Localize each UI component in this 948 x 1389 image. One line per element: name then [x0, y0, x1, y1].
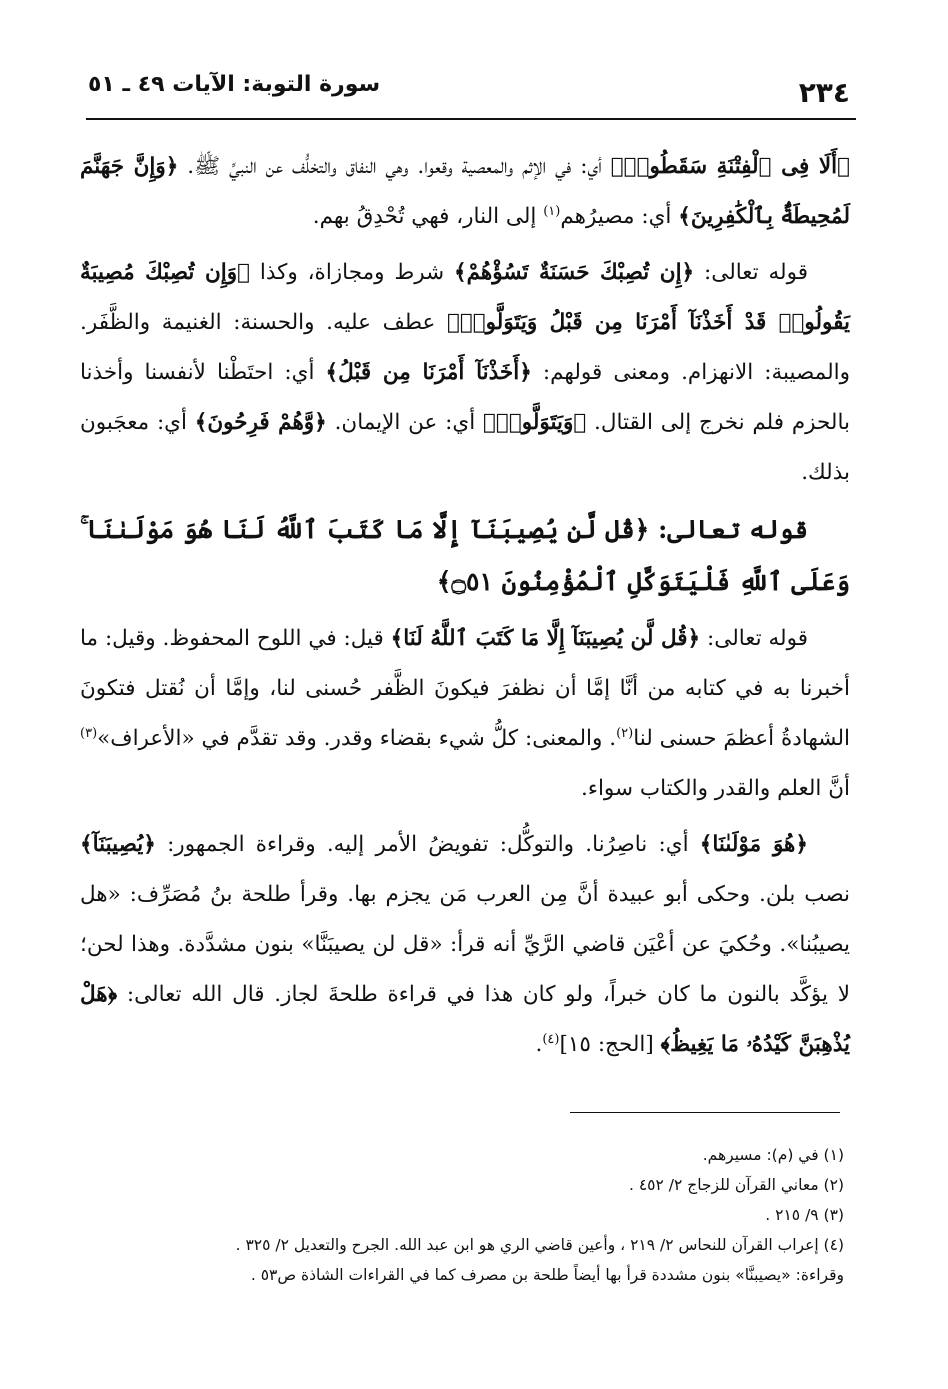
quran-quote: ﴿وَإِنَّ جَهَنَّمَ لَمُحِيطَةٌۢ بِٱلْكَٰفِرِينَ﴾ — [80, 154, 850, 229]
quran-quote: ﴿هَلْ يُذْهِبَنَّ كَيْدُهُۥ مَا يَغِيظُ﴾ — [80, 982, 850, 1057]
footnote-3: (٣) ٩/ ٢١٥ . — [765, 1206, 844, 1224]
footnote-4: (٤) إعراب القرآن للنحاس ٢/ ٢١٩ ، وأعين قاضي الري هو ابن عبد الله. الجرح والتعديل ٢/ ٣٢٥ . — [235, 1236, 844, 1254]
verse-heading — [80, 504, 850, 608]
paragraph-text: . والمعنى: كلُّ شيء بقضاء وقدر. وقد تقدَّم في «الأعراف» — [97, 726, 617, 751]
quran-quote: ﴿يُصِيبَنَآ﴾ — [80, 832, 156, 857]
paragraph-3 — [80, 614, 850, 814]
paragraph-text: نصب بلن. وحكى أبو عبيدة أنَّ مِن العرب مَن يجزم بها. وقرأ طلحة بنُ مُصَرِّف: «هل يصيبُنا». وحُكيَ عن أعْيَن قاضي الرَّيِّ أنه قرأ: «قل لن يصيبَنَّا» بنون مشدَّدة. وهذا لحن؛ لا يؤكَّد بالنون ما كان خبراً، ولو كان هذا في قراءة طلحةَ لجاز. قال الله تعالى: — [80, 882, 850, 1007]
quran-quote: ﴿وَّهُمْ فَرِحُونَ﴾ — [194, 410, 327, 435]
footnote-ref: (٣) — [80, 725, 98, 741]
footnote-1: (١) في (م): مسيرهم. — [702, 1146, 844, 1164]
footnotes — [66, 1140, 844, 1290]
paragraph-text: أي: ناصِرُنا. والتوكُّل: تفويضُ الأمر إليه. وقراءة الجمهور: — [155, 832, 700, 857]
paragraph-text: . — [535, 1032, 543, 1057]
main-text — [80, 142, 850, 1076]
paragraph-text: قيل: في اللوح المحفوظ. وقيل: ما أخبرنا به في كتابه من أنَّا إمَّا أن نظفرَ فيكونَ الظَّفر حُسنى لنا، وإمَّا أن نُقتل فتكونَ الشهادةُ أعظمَ حسنى لنا — [80, 626, 850, 751]
paragraph-text: [الحج: ١٥] — [559, 1032, 661, 1057]
paragraph-text: قوله تعالى: — [700, 626, 808, 651]
paragraph-1 — [80, 142, 850, 242]
running-title: سورة التوبة: الآيات ٤٩ ـ ٥١ — [88, 72, 381, 97]
paragraph-text: أي: في الإثم والمعصية وقعوا. وهي النفاق والتخلُّف عن النبيِّ ﷺ. — [178, 154, 611, 179]
footnote-ref: (١) — [543, 203, 561, 219]
page-number: ٢٣٤ — [798, 76, 850, 109]
header-divider — [86, 118, 856, 120]
paragraph-text: أي: معجَبون بذلك. — [80, 410, 850, 485]
footnote-4-continuation: وقراءة: «يصيبنَّا» بنون مشددة قرأ بها أيضاً طلحة بن مصرف كما في القراءات الشاذة ص٥٣ . — [250, 1266, 844, 1284]
quran-quote: ﴿وَإِن تُصِبْكَ مُصِيبَةٌ يَقُولُوا۟ قَدْ أَخَذْنَآ أَمْرَنَا مِن قَبْلُ وَيَتَوَلَّوا۟﴾ — [80, 260, 850, 335]
footnote-divider — [570, 1112, 840, 1113]
paragraph-text: أي: عن الإيمان. — [326, 410, 484, 435]
quran-quote: ﴿أَخَذْنَآ أَمْرَنَا مِن قَبْلُ﴾ — [325, 360, 532, 385]
quran-quote: ﴿إِن تُصِبْكَ حَسَنَةٌ تَسُؤْهُمْ﴾ — [454, 260, 695, 285]
footnote-ref: (٢) — [616, 725, 634, 741]
page-header — [88, 66, 856, 114]
footnote-2: (٢) معاني القرآن للزجاج ٢/ ٤٥٢ . — [628, 1176, 844, 1194]
paragraph-2 — [80, 248, 850, 498]
paragraph-text: عطف عليه. والحسنة: الغنيمة والظَّفَر. والمصيبة: الانهزام. ومعنى قولهم: — [80, 310, 850, 385]
quran-quote: ﴿قُل لَّن يُصِيبَنَآ إِلَّا مَا كَتَبَ ٱللَّهُ لَنَا﴾ — [390, 626, 701, 651]
paragraph-text: أنَّ العلم والقدر والكتاب سواء. — [581, 776, 850, 801]
quran-quote: ﴿وَيَتَوَلَّوا۟﴾ — [483, 410, 587, 435]
paragraph-text: شرط ومجازاة، وكذا — [250, 260, 454, 285]
verse-heading-verse: ﴿قُل لَّن يُصِيبَنَآ إِلَّا مَا كَتَبَ ٱللَّهُ لَنَا هُوَ مَوْلَىٰنَا ۚ وَعَلَى ٱللَّهِ فَلْيَتَوَكَّلِ ٱلْمُؤْمِنُونَ ۝٥١﴾ — [80, 515, 850, 596]
paragraph-text: أي: مصيرُهم — [560, 204, 679, 229]
paragraph-text: قوله تعالى: — [694, 260, 808, 285]
paragraph-text: أي: احتَطْنا لأنفسنا وأخذنا بالحزم فلم نخرج إلى القتال. — [80, 360, 850, 435]
verse-heading-lead: قوله تعالى: — [649, 515, 808, 544]
quran-quote: ﴿أَلَا فِى ٱلْفِتْنَةِ سَقَطُوا۟﴾ — [610, 154, 850, 179]
footnote-ref: (٤) — [542, 1031, 560, 1047]
quran-quote: ﴿هُوَ مَوْلَىٰنَا﴾ — [699, 832, 808, 857]
paragraph-text: إلى النار، فهي تُحْدِقُ بهم. — [312, 204, 544, 229]
paragraph-4 — [80, 820, 850, 1070]
